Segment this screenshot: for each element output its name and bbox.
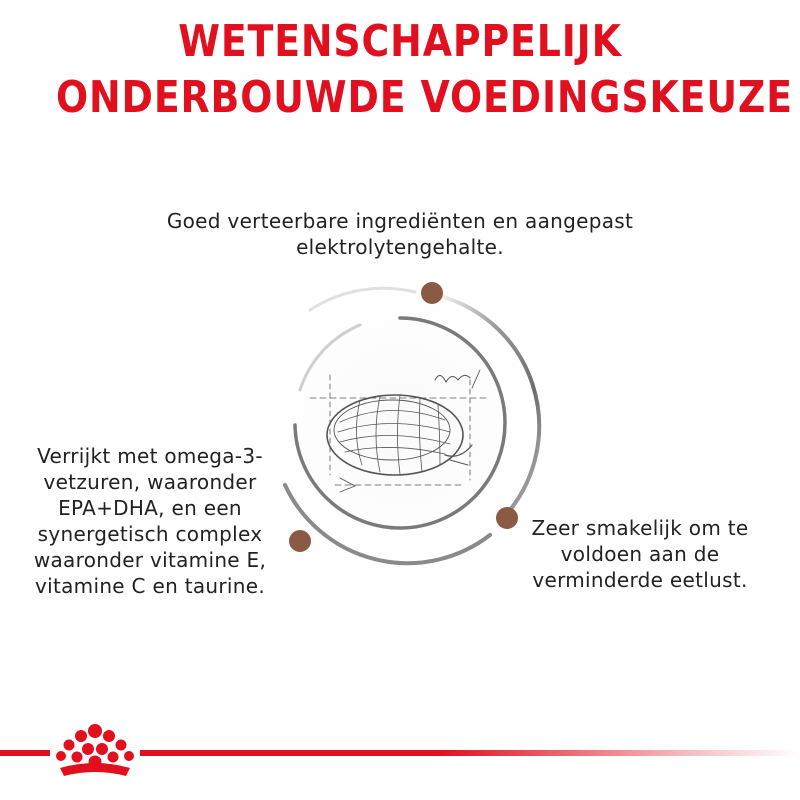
title-line-1: WETENSCHAPPELIJK [178,16,622,67]
page-title [56,14,793,126]
marker-top [421,282,443,304]
benefit-digestibility: Goed verteerbare ingrediënten en aangepast elektrolytengehalte. [166,209,634,259]
royal-canin-crown-icon [50,720,140,782]
marker-right [496,507,518,529]
diagram-background [252,275,552,575]
title-line-2: ONDERBOUWDE VOEDINGSKEUZE [56,72,793,123]
benefit-omega3: Verrijkt met omega-3-vetzuren, waaronder EPA+DHA, en een synergetisch complex waaronder vitamine E, vitamine C en taurine. [33,444,267,598]
marker-left [289,530,311,552]
benefit-palatability: Zeer smakelijk om te voldoen aan de verminderde eetlust. [531,516,749,592]
benefit-diagram [240,260,560,580]
